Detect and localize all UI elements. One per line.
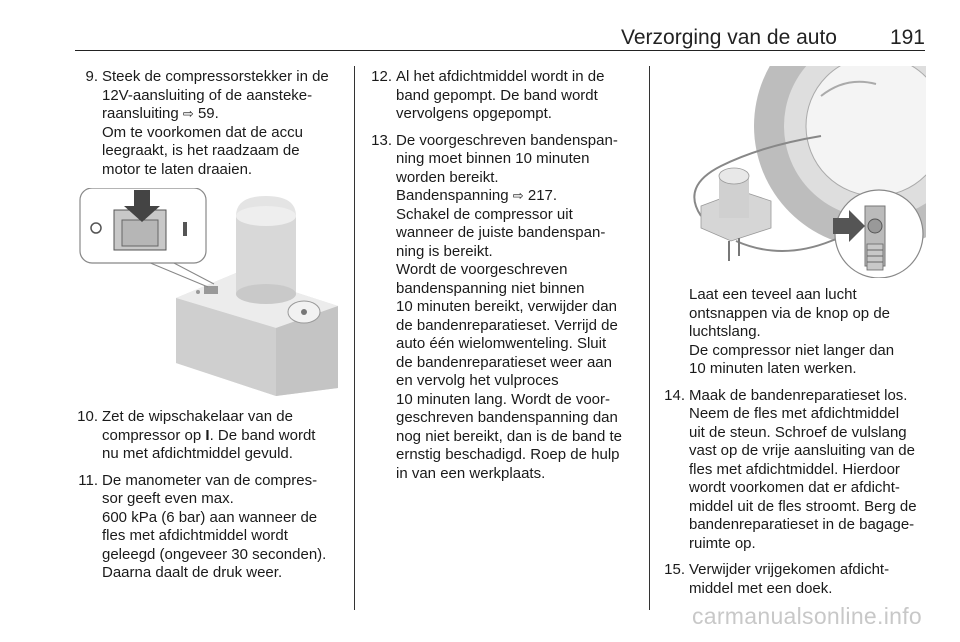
text-line: wanneer de juiste bandenspan- [396, 224, 606, 241]
step-text [689, 387, 933, 554]
step-text [102, 408, 346, 464]
step-number: 11. [78, 471, 98, 489]
step-note [689, 342, 933, 379]
page-reference: 59. [197, 105, 219, 122]
text-line: Verwijder vrijgekomen afdicht- [689, 561, 890, 578]
text-line: auto één wielomwenteling. Sluit [396, 335, 607, 352]
step-reference [396, 187, 640, 206]
step-note [689, 286, 933, 342]
step-note [396, 206, 640, 262]
step-note [396, 261, 640, 483]
step-12 [368, 68, 640, 124]
text-line: . De band wordt [209, 426, 316, 444]
step-text [102, 472, 346, 583]
text-line: ning moet binnen 10 minuten [396, 150, 590, 167]
text-line: middel uit de fles stroomt. Berg de [689, 497, 917, 515]
page-number: 191 [889, 26, 925, 49]
text-line: wordt voorkomen dat er afdicht- [689, 479, 900, 496]
step-note [102, 124, 346, 180]
text-line: vervolgens opgepompt. [396, 105, 552, 122]
reference-arrow-icon: ⇨ [182, 106, 194, 121]
text-line: worden bereikt. [396, 168, 499, 186]
step-number: 13. [371, 131, 392, 149]
text-line: in van een werkplaats. [396, 464, 546, 482]
text-line: ruimte op. [689, 534, 756, 552]
text-line: geleegd (ongeveer 30 seconden). [102, 545, 327, 563]
text-line: middel met een doek. [689, 579, 833, 597]
text-line: leegraakt, is het raadzaam de [102, 142, 300, 159]
text-line: motor te laten draaien. [102, 160, 253, 178]
column-2 [368, 68, 640, 483]
text-line: Maak de bandenreparatieset los. [689, 386, 908, 404]
column-1-lower [74, 408, 346, 583]
text-line: De voorgeschreven bandenspan- [396, 131, 618, 149]
text-line: en vervolg het vulproces [396, 372, 559, 389]
text-line: band gepompt. De band wordt [396, 86, 598, 104]
text-line: Daarna daalt de druk weer. [102, 564, 283, 581]
step-14 [661, 387, 933, 554]
column-3 [661, 286, 933, 598]
step-number: 10. [77, 408, 98, 425]
column-divider-1 [354, 66, 355, 610]
tyre-valve-illustration [661, 66, 926, 278]
text-line: ning is bereikt. [396, 242, 493, 260]
step-10 [74, 408, 346, 464]
text-line: de bandenreparatieset weer aan [396, 353, 612, 371]
step-9 [74, 68, 346, 179]
step-number: 15. [664, 561, 685, 578]
step-text [396, 132, 640, 188]
text-line: Om te voorkomen dat de accu [102, 123, 303, 141]
text-line: vast op de vrije aansluiting van de [689, 442, 915, 459]
text-line: 12V-aansluiting of de aansteke- [102, 86, 313, 104]
text-line: de bandenreparatieset. Verrijd de [396, 316, 618, 334]
step-text [102, 68, 346, 124]
section-title: Verzorging van de auto [621, 26, 837, 49]
step-15 [661, 561, 933, 598]
step-13 [368, 132, 640, 484]
text-line: Steek de compressorstekker in de [102, 68, 329, 85]
text-line: Neem de fles met afdichtmiddel [689, 405, 900, 422]
watermark: carmanualsonline.info [691, 603, 922, 629]
text-line: fles met afdichtmiddel wordt [102, 527, 288, 544]
text-line: 10 minuten bereikt, verwijder dan [396, 298, 617, 315]
switch-position-label: I [205, 426, 210, 444]
column-divider-2 [649, 66, 650, 610]
text-line: ernstig beschadigd. Roep de hulp [396, 446, 620, 463]
step-number: 9. [85, 68, 98, 85]
text-line: 600 kPa (6 bar) aan wanneer de [102, 508, 318, 526]
text-line: 10 minuten laten werken. [689, 360, 857, 377]
text-line: raansluiting [102, 105, 179, 122]
text-line: Bandenspanning [396, 187, 509, 204]
text-line: 10 minuten lang. Wordt de voor- [396, 390, 611, 408]
text-line: uit de steun. Schroef de vulslang [689, 423, 907, 441]
step-number: 14. [664, 386, 685, 404]
text-line: fles met afdichtmiddel. Hierdoor [689, 460, 900, 478]
page-header [75, 22, 925, 51]
text-line: ontsnappen via de knop op de [689, 304, 890, 322]
text-line: Zet de wipschakelaar van de [102, 408, 293, 425]
text-line: luchtslang. [689, 323, 761, 340]
text-line: compressor op [102, 426, 202, 444]
text-line: Laat een teveel aan lucht [689, 286, 857, 303]
step-13-continued [661, 286, 933, 379]
text-line: nu met afdichtmiddel gevuld. [102, 445, 293, 462]
reference-arrow-icon: ⇨ [512, 188, 524, 203]
text-line: nog niet bereikt, dan is de band te [396, 427, 622, 445]
text-line: De compressor niet langer dan [689, 341, 895, 359]
step-11 [74, 472, 346, 583]
text-line: bandenreparatieset in de bagage- [689, 516, 915, 533]
step-number: 12. [371, 68, 392, 85]
text-line: sor geeft even max. [102, 490, 234, 507]
text-line: Schakel de compressor uit [396, 205, 573, 223]
text-line: Wordt de voorgeschreven [396, 261, 568, 278]
text-line: geschreven bandenspanning dan [396, 409, 618, 426]
text-line: Al het afdichtmiddel wordt in de [396, 68, 605, 85]
step-text [396, 68, 640, 124]
compressor-switch-illustration [76, 188, 340, 398]
text-line: bandenspanning niet binnen [396, 279, 585, 297]
step-text [689, 561, 933, 598]
column-1 [74, 68, 346, 179]
page-reference: 217. [527, 187, 558, 204]
text-line: De manometer van de compres- [102, 471, 318, 489]
